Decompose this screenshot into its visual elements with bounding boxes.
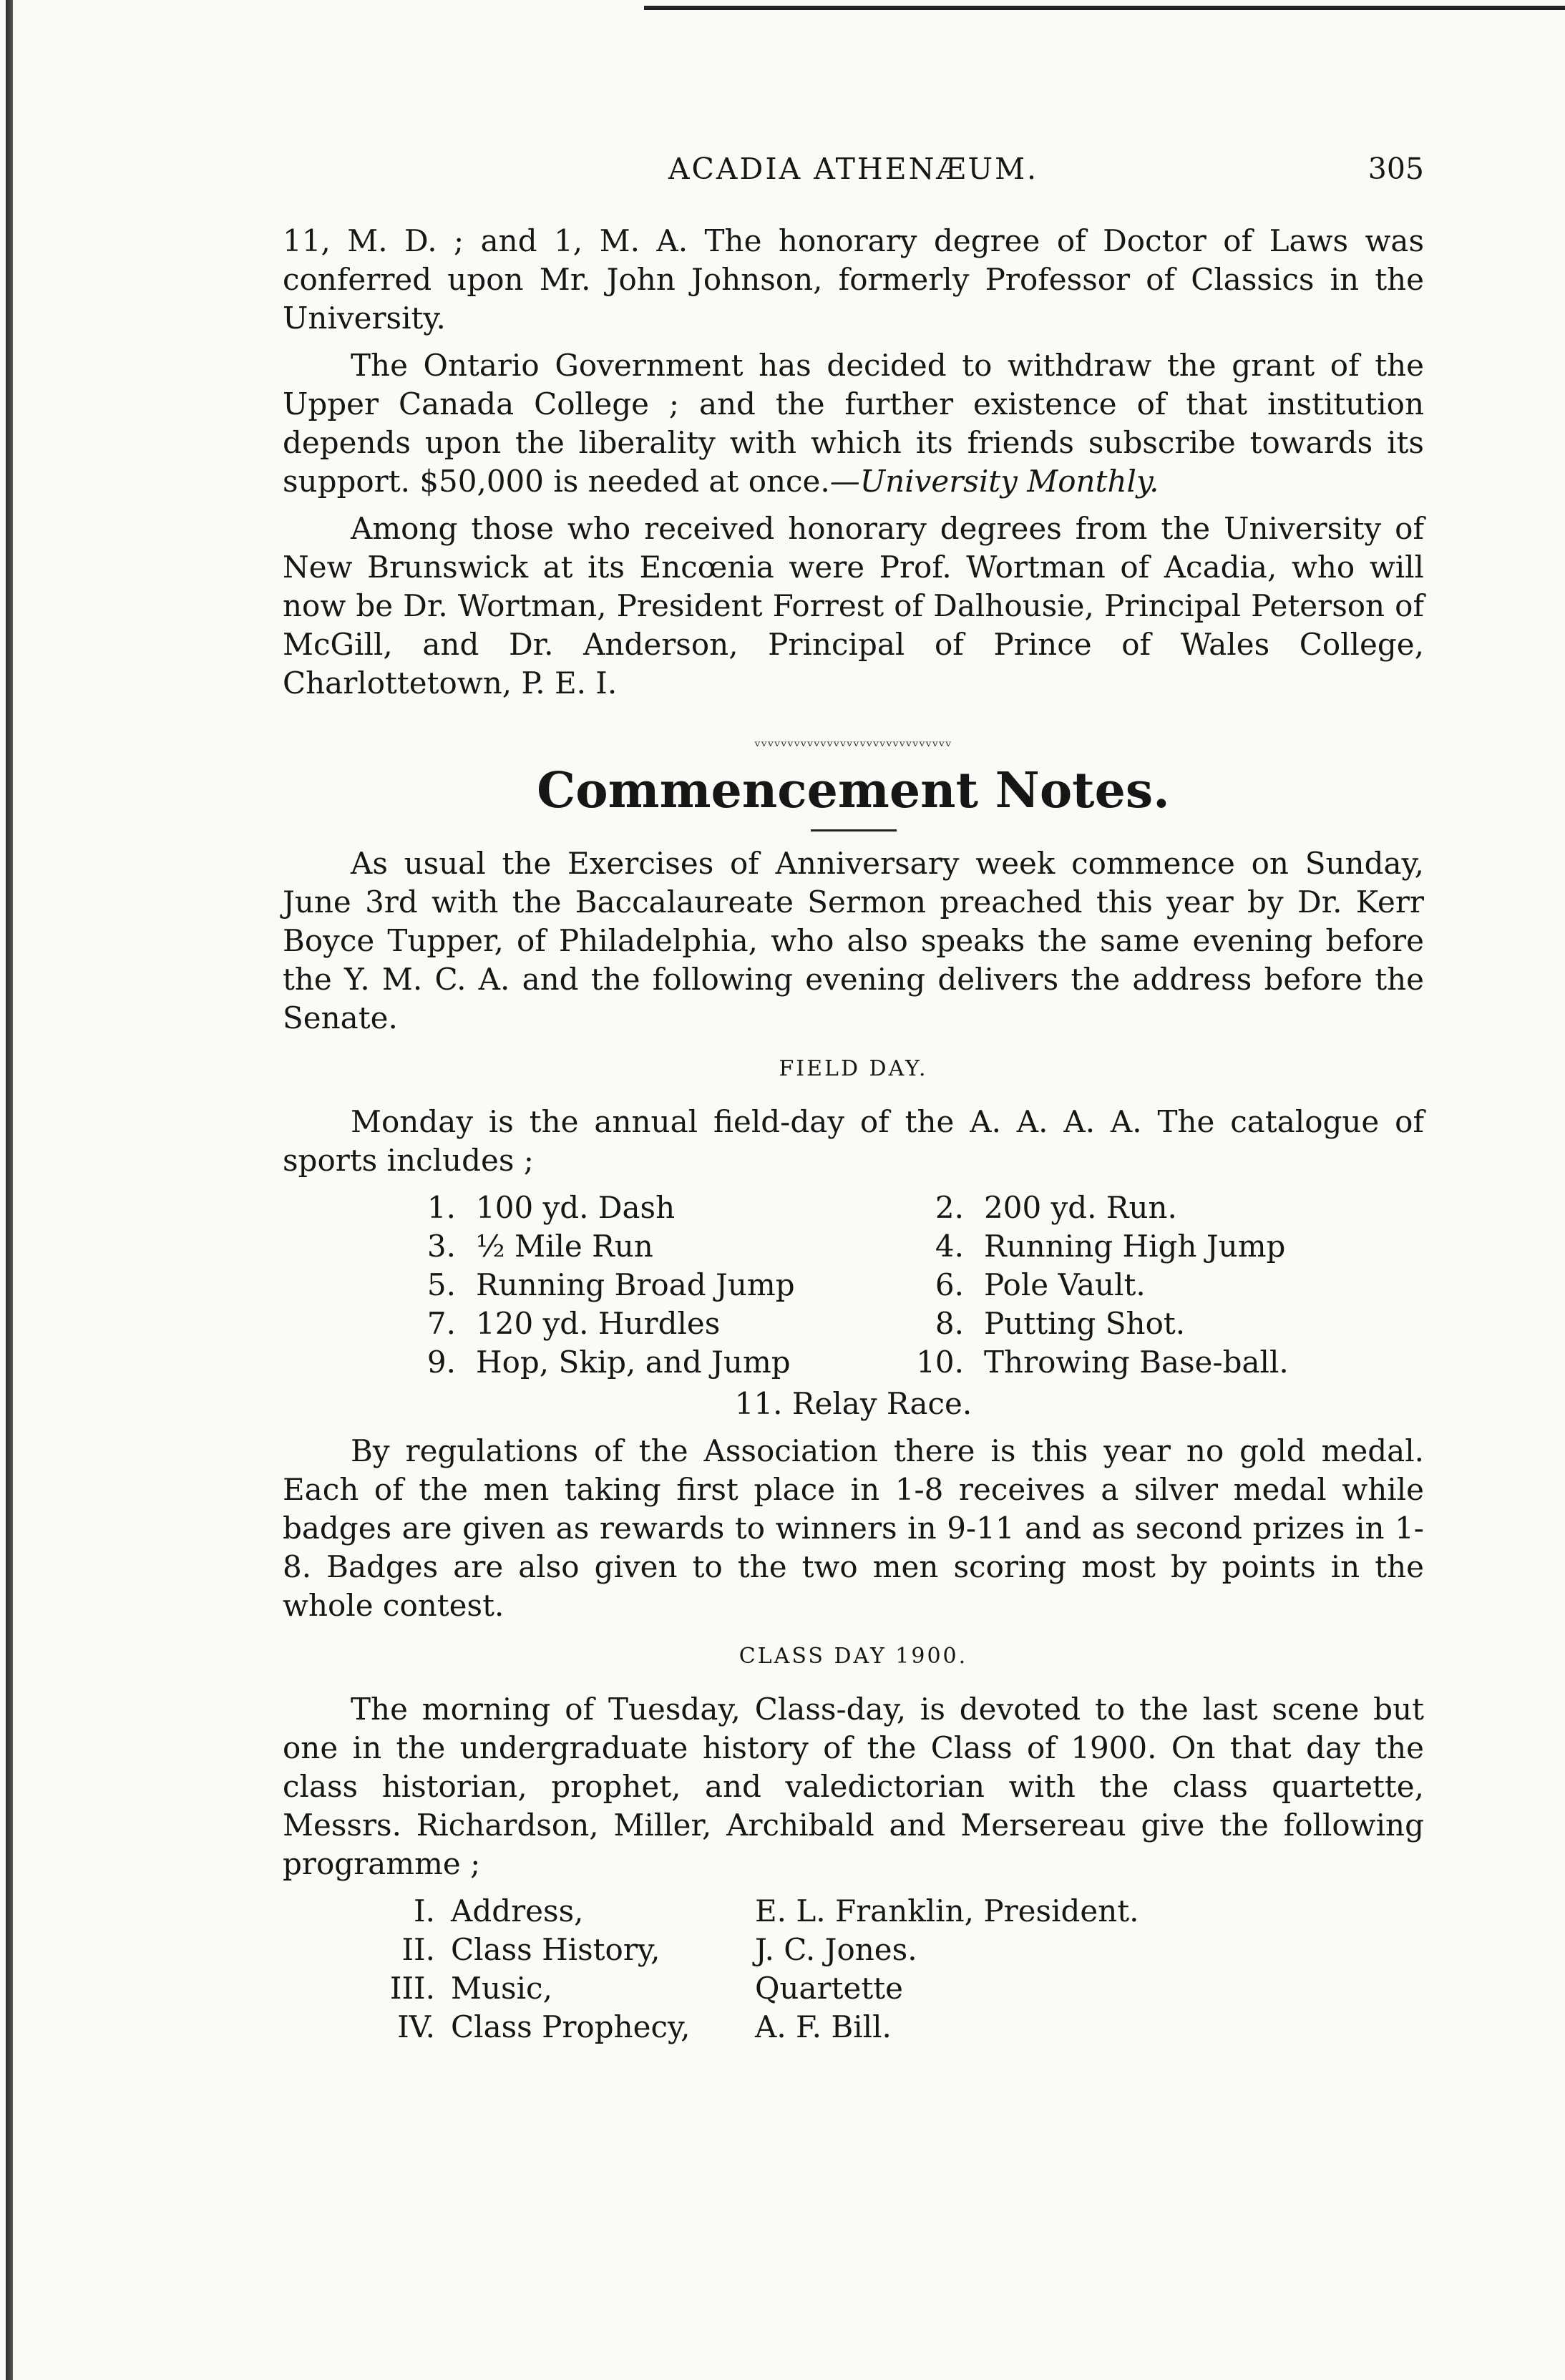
subheading-class-day: CLASS DAY 1900. [738,1644,968,1669]
list-item-number: 2. [935,1190,964,1225]
sports-row [283,1304,1424,1343]
programme-row [283,1931,1424,1969]
list-item: 120 yd. Hurdles [476,1306,721,1341]
list-item-relay-race: 11. Relay Race. [734,1386,972,1421]
sports-row [283,1343,1424,1382]
sports-row [283,1266,1424,1304]
list-item: Running Broad Jump [476,1267,795,1302]
programme-number: II. [401,1932,435,1967]
programme-row [283,1969,1424,2008]
paragraph-regulations: By regulations of the Association there is this year no gold medal. Each of the men taking first place in 1-8 receives a silver medal while badges are given as rewards to winners in 9-11 and as second prizes in 1-8. Badges are also given to the two men scoring most by points in the whole contest. [283,1433,1424,1623]
list-item: Hop, Skip, and Jump [476,1345,791,1380]
paragraph-new-brunswick-degrees: Among those who received honorary degrees from the University of New Brunswick at its Encœnia were Prof. Wortman of Acadia, who will now be Dr. Wortman, President Forrest of Dalhousie, Principal Peterson of McGill, and Dr. Anderson, Principal of Prince of Wales College, Charlottetown, P. E. I. [283,511,1424,701]
page-header [283,152,1424,202]
list-item-number: 9. [426,1345,456,1380]
programme-row [283,1892,1424,1931]
programme-item: Music, [451,1971,552,2006]
list-item-number: 6. [935,1267,964,1302]
ornamental-divider: ᵥᵥᵥᵥᵥᵥᵥᵥᵥᵥᵥᵥᵥᵥᵥᵥᵥᵥᵥᵥᵥᵥᵥᵥᵥᵥᵥᵥᵥᵥ [754,733,952,751]
list-item-number: 8. [935,1306,964,1341]
programme-person: J. C. Jones. [755,1932,917,1967]
sports-row [283,1189,1424,1227]
sports-list [283,1189,1424,1382]
programme-item: Class History, [451,1932,660,1967]
top-border-rule [644,6,1565,10]
page-number: 305 [1367,152,1424,186]
list-item: 100 yd. Dash [476,1190,676,1225]
list-item: Throwing Base-ball. [984,1345,1289,1380]
running-title: ACADIA ATHENÆUM. [668,152,1039,186]
programme-list [283,1892,1424,2047]
title-underline [811,829,897,831]
list-item: Putting Shot. [984,1306,1186,1341]
sports-row [283,1227,1424,1266]
list-item-number: 10. [916,1345,964,1380]
paragraph-upper-canada-college [283,346,1424,501]
left-binding-edge [6,0,13,2380]
programme-item: Address, [451,1893,584,1928]
section-title: Commencement Notes. [537,762,1170,819]
list-item-number: 3. [426,1229,456,1264]
programme-number: IV. [397,2009,435,2044]
programme-person: E. L. Franklin, President. [755,1893,1139,1928]
subheading-field-day: FIELD DAY. [779,1056,928,1081]
programme-item: Class Prophecy, [451,2009,691,2044]
programme-person: A. F. Bill. [755,2009,892,2044]
list-item: ½ Mile Run [476,1229,653,1264]
programme-row [283,2008,1424,2047]
paragraph-anniversary-week: As usual the Exercises of Anniversary week commence on Sunday, June 3rd with the Baccalaureate Sermon preached this year by Dr. Kerr Boyce Tupper, of Philadelphia, who also speaks the same evening before the Y. M. C. A. and the following evening delivers the address before the Senate. [283,846,1424,1035]
paragraph-upper-canada-text: The Ontario Government has decided to withdraw the grant of the Upper Canada College ; and the further existence of that institution depends upon the liberality with which its friends subscribe towards its support. $50,000 is needed at once.— [283,348,1424,499]
programme-person: Quartette [755,1971,903,2006]
list-item: 200 yd. Run. [984,1190,1177,1225]
programme-number: I. [414,1893,435,1928]
list-item: Pole Vault. [984,1267,1146,1302]
programme-number: III. [389,1971,435,2006]
list-item-number: 7. [426,1306,456,1341]
page-content [283,152,1424,2047]
list-item-number: 1. [426,1190,456,1225]
list-item-number: 5. [426,1267,456,1302]
list-item-number: 4. [935,1229,964,1264]
source-attribution: University Monthly. [859,464,1159,499]
paragraph-class-day-intro: The morning of Tuesday, Class-day, is devoted to the last scene but one in the undergraduate history of the Class of 1900. On that day the class historian, prophet, and valedictorian with the class quartette, Messrs. Richardson, Miller, Archibald and Mersereau give the following programme ; [283,1692,1424,1881]
list-item: Running High Jump [984,1229,1286,1264]
paragraph-honorary-degrees: 11, M. D. ; and 1, M. A. The honorary degree of Doctor of Laws was conferred upon Mr. John Johnson, formerly Professor of Classics in the University. [283,223,1424,336]
paragraph-field-day-intro: Monday is the annual field-day of the A. A. A. A. The catalogue of sports includes ; [283,1104,1424,1178]
